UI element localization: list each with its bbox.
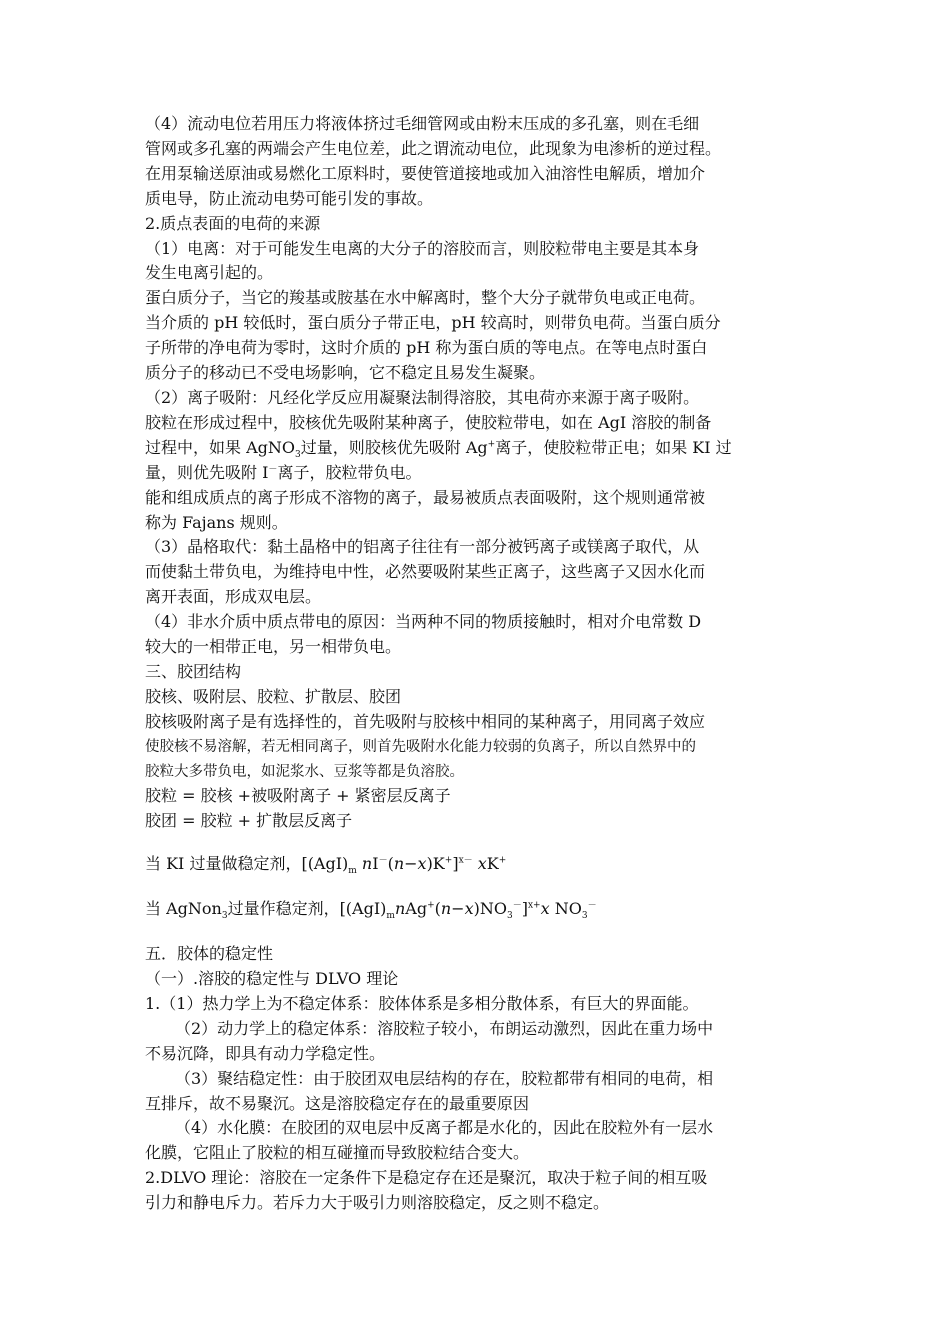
section-heading: 2.质点表面的电荷的来源 bbox=[145, 213, 321, 233]
text-line: 胶核吸附离子是有选择性的，首先吸附与胶核中相同的某种离子，用同离子效应 bbox=[145, 711, 706, 731]
text-line: 互排斥，故不易聚沉。这是溶胶稳定存在的最重要原因 bbox=[145, 1093, 530, 1113]
text-line: （1）电离：对于可能发生电离的大分子的溶胶而言，则胶粒带电主要是其本身 bbox=[145, 238, 700, 258]
text-line: 较大的一相带正电，另一相带负电。 bbox=[145, 637, 402, 657]
text-line: （2）离子吸附：凡经化学反应用凝聚法制得溶胶，其电荷亦来源于离子吸附。 bbox=[145, 387, 700, 407]
text-line: 发生电离引起的。 bbox=[145, 263, 274, 283]
text-line: 离开表面，形成双电层。 bbox=[145, 587, 322, 607]
text-line: 1.（1）热力学上为不稳定体系：胶体体系是多相分散体系，有巨大的界面能。 bbox=[145, 993, 699, 1013]
text-line: 化膜，它阻止了胶粒的相互碰撞而导致胶粒结合变大。 bbox=[145, 1143, 530, 1163]
text-line-small: 使胶核不易溶解，若无相同离子，则首先吸附水化能力较弱的负离子，所以自然界中的 bbox=[145, 738, 696, 755]
spacer bbox=[145, 834, 810, 852]
text-line: 子所带的净电荷为零时，这时介质的 pH 称为蛋白质的等电点。在等电点时蛋白 bbox=[145, 338, 708, 358]
section-heading: （一）.溶胶的稳定性与 DLVO 理论 bbox=[145, 969, 399, 988]
text-line-iodide: 量，则优先吸附 I－离子，胶粒带负电。 bbox=[145, 462, 422, 482]
spacer bbox=[145, 877, 810, 897]
ki-micelle-formula: 当 KI 过量做稳定剂，[$(AgI)_m$ nI－(n−x)K+]$^{x-}$ xK+ bbox=[145, 854, 507, 877]
text-line: 质电导，防止流动电势可能引发的事故。 bbox=[145, 188, 434, 208]
text-line: 引力和静电斥力。若斥力大于吸引力则溶胶稳定，反之则不稳定。 bbox=[145, 1193, 610, 1213]
text-line: （3）晶格取代：黏土晶格中的铝离子往往有一部分被钙离子或镁离子取代，从 bbox=[145, 537, 700, 557]
text-line: 胶粒在形成过程中，胶核优先吸附某种离子，使胶粒带电，如在 AgI 溶胶的制备 bbox=[145, 412, 712, 432]
text-line: 当介质的 pH 较低时，蛋白质分子带正电，pH 较高时，则带负电荷。当蛋白质分 bbox=[145, 313, 721, 333]
formula-line: 胶团 = 胶粒 + 扩散层反离子 bbox=[145, 811, 353, 831]
text-line-small: 胶粒大多带负电，如泥浆水、豆浆等都是负溶胶。 bbox=[145, 763, 464, 780]
text-line: 而使黏土带负电，为维持电中性，必然要吸附某些正离子，这些离子又因水化而 bbox=[145, 562, 706, 582]
text-line-agno3: 过程中，如果 AgNO$_3$过量，则胶核优先吸附 Ag+离子，使胶粒带正电；如果 KI 过 bbox=[145, 437, 732, 460]
section-heading: 五．胶体的稳定性 bbox=[145, 944, 274, 964]
text-line: 不易沉降，即具有动力学稳定性。 bbox=[145, 1043, 386, 1063]
text-line: 称为 Fajans 规则。 bbox=[145, 512, 288, 532]
text-line: 蛋白质分子，当它的羧基或胺基在水中解离时，整个大分子就带负电或正电荷。 bbox=[145, 288, 706, 308]
text-line: 能和组成质点的离子形成不溶物的离子，最易被质点表面吸附，这个规则通常被 bbox=[145, 487, 706, 507]
agno3-micelle-formula: 当 AgNon$_3$过量作稳定剂，$[(AgI)_mnAg^+(n-x)NO_3^-]^{x+}x$ $NO_3^-$ bbox=[145, 899, 597, 922]
text-line: 管网或多孔塞的两端会产生电位差，此之谓流动电位，此现象为电渗析的逆过程。 bbox=[145, 138, 722, 158]
text-line: 在用泵输送原油或易燃化工原料时，要使管道接地或加入油溶性电解质，增加介 bbox=[145, 163, 706, 183]
text-line-indented: （4）水化膜：在胶团的双电层中反离子都是水化的，因此在胶粒外有一层水 bbox=[175, 1118, 714, 1138]
text-line: 质分子的移动已不受电场影响，它不稳定且易发生凝聚。 bbox=[145, 363, 546, 383]
text-line: 胶核、吸附层、胶粒、扩散层、胶团 bbox=[145, 686, 402, 706]
section-heading: 三、胶团结构 bbox=[145, 661, 242, 681]
text-line-indented: （3）聚结稳定性：由于胶团双电层结构的存在，胶粒都带有相同的电荷，相 bbox=[175, 1068, 714, 1088]
formula-line: 胶粒 = 胶核 +被吸附离子 + 紧密层反离子 bbox=[145, 786, 451, 806]
text-line: （4）非水介质中质点带电的原因：当两种不同的物质接触时，相对介电常数 D bbox=[145, 612, 702, 632]
text-line: （4）流动电位若用压力将液体挤过毛细管网或由粉末压成的多孔塞，则在毛细 bbox=[145, 114, 700, 133]
text-line: 2.DLVO 理论：溶胶在一定条件下是稳定存在还是聚沉，取决于粒子间的相互吸 bbox=[145, 1168, 708, 1188]
text-line-indented: （2）动力学上的稳定体系：溶胶粒子较小，布朗运动激烈，因此在重力场中 bbox=[175, 1018, 714, 1038]
spacer bbox=[145, 922, 810, 942]
